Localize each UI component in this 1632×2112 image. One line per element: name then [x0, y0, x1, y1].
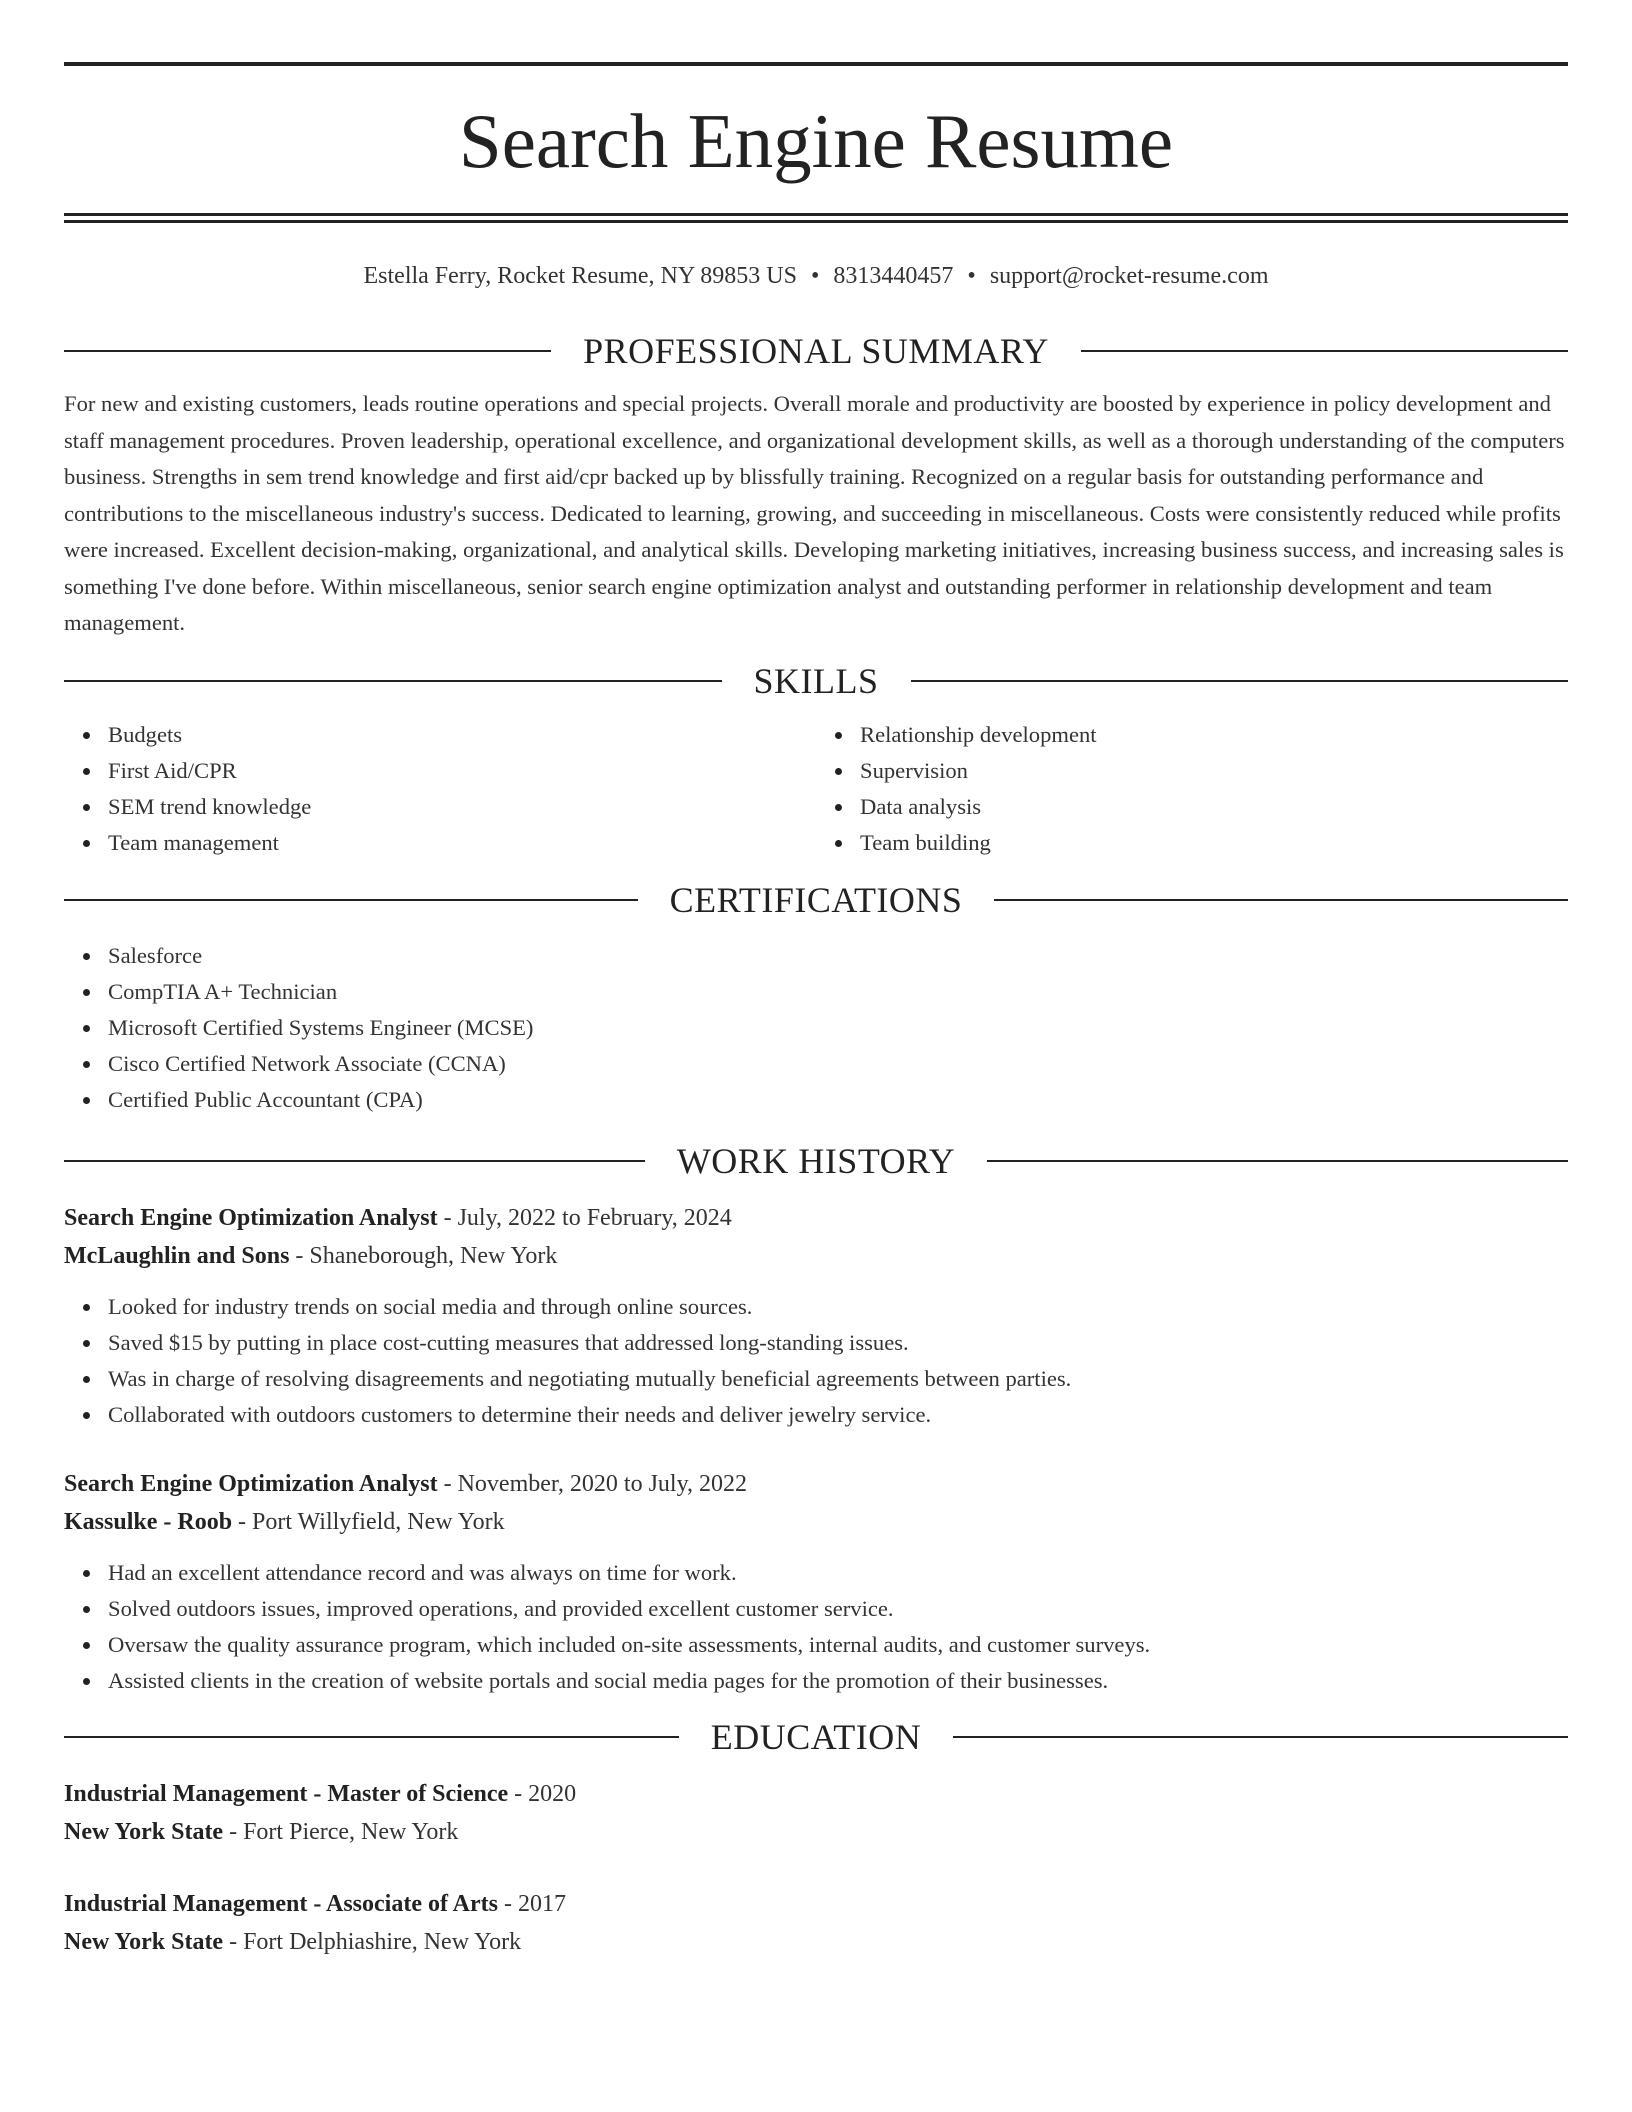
- education-degree-line: [64, 1885, 1568, 1923]
- contact-address: Estella Ferry, Rocket Resume, NY 89853 US: [363, 263, 797, 289]
- education-entry: [64, 1775, 1568, 1851]
- contact-phone: 8313440457: [833, 263, 954, 289]
- section-rule: [987, 1160, 1568, 1162]
- contact-separator: •: [967, 263, 976, 289]
- job-entry: [64, 1465, 1568, 1699]
- skill-item: Budgets: [108, 717, 816, 753]
- section-title-skills: SKILLS: [753, 660, 879, 701]
- education-degree: Industrial Management - Master of Science: [64, 1780, 509, 1807]
- education-year: - 2017: [497, 1890, 566, 1917]
- job-bullet: Oversaw the quality assurance program, which included on-site assessments, internal audits, and customer surveys.: [108, 1627, 1568, 1663]
- title-double-rule: [64, 213, 1568, 223]
- job-bullet: Had an excellent attendance record and was always on time for work.: [108, 1555, 1568, 1591]
- section-rule: [64, 350, 551, 352]
- certification-item: Certified Public Accountant (CPA): [108, 1082, 1568, 1118]
- skill-item: Data analysis: [860, 789, 1568, 825]
- skills-column-left: [64, 717, 816, 861]
- section-header-certifications: [64, 878, 1568, 922]
- section-title-summary: PROFESSIONAL SUMMARY: [583, 331, 1049, 371]
- job-company: Kassulke - Roob: [64, 1508, 233, 1535]
- section-title-education: EDUCATION: [710, 1716, 922, 1757]
- skills-column-right: [816, 717, 1568, 861]
- education-year: - 2020: [508, 1780, 577, 1807]
- certification-item: Microsoft Certified Systems Engineer (MCSE): [108, 1010, 1568, 1046]
- job-title: Search Engine Optimization Analyst: [64, 1470, 438, 1497]
- education-degree: Industrial Management - Associate of Arts: [64, 1890, 498, 1917]
- skill-item: Team management: [108, 825, 816, 861]
- skill-item: SEM trend knowledge: [108, 789, 816, 825]
- section-rule: [64, 899, 638, 901]
- job-location: - Port Willyfield, New York: [232, 1508, 505, 1535]
- certification-item: CompTIA A+ Technician: [108, 974, 1568, 1010]
- education-location: - Fort Delphiashire, New York: [223, 1928, 522, 1955]
- skills-list: [64, 717, 1568, 861]
- contact-separator: •: [811, 263, 820, 289]
- section-rule: [994, 899, 1568, 901]
- contact-email: support@rocket-resume.com: [989, 263, 1269, 289]
- job-bullet: Collaborated with outdoors customers to determine their needs and deliver jewelry service.: [108, 1397, 1568, 1433]
- education-school-line: [64, 1923, 1568, 1961]
- page-title: Search Engine Resume: [458, 98, 1174, 184]
- top-rule: [64, 62, 1568, 66]
- section-header-education: [64, 1715, 1568, 1759]
- job-bullet: Saved $15 by putting in place cost-cutting measures that addressed long-standing issues.: [108, 1325, 1568, 1361]
- job-dates: - July, 2022 to February, 2024: [437, 1204, 732, 1231]
- certification-item: Salesforce: [108, 938, 1568, 974]
- section-header-skills: [64, 659, 1568, 703]
- summary-text: For new and existing customers, leads routine operations and special projects. Overall morale and productivity are boosted by experience in policy development and staff management procedures. Proven leadership, operational excellence, and organizational development skills, as well as a thorough understanding of the computers business. Strengths in sem trend knowledge and first aid/cpr backed up by blissfully training. Recognized on a regular basis for outstanding performance and contributions to the miscellaneous industry's success. Dedicated to learning, growing, and succeeding in miscellaneous. Costs were consistently reduced while profits were increased. Excellent decision-making, organizational, and analytical skills. Developing marketing initiatives, increasing business success, and increasing sales is something I've done before. Within miscellaneous, senior search engine optimization analyst and outstanding performer in relationship development and team management.: [64, 391, 1565, 635]
- education-entry: [64, 1885, 1568, 1961]
- skill-item: First Aid/CPR: [108, 753, 816, 789]
- education-degree-line: [64, 1775, 1568, 1813]
- skill-item: Relationship development: [860, 717, 1568, 753]
- certifications-list: [64, 938, 1568, 1118]
- job-bullet: Looked for industry trends on social media and through online sources.: [108, 1289, 1568, 1325]
- section-rule: [64, 680, 722, 682]
- education-school-line: [64, 1813, 1568, 1851]
- section-rule: [1081, 350, 1568, 352]
- section-rule: [911, 680, 1569, 682]
- job-entry: [64, 1199, 1568, 1433]
- job-dates: - November, 2020 to July, 2022: [437, 1470, 748, 1497]
- education-location: - Fort Pierce, New York: [223, 1818, 459, 1845]
- section-title-work: WORK HISTORY: [676, 1140, 956, 1181]
- education-school: New York State: [64, 1818, 224, 1845]
- job-bullet: Assisted clients in the creation of website portals and social media pages for the promotion of their businesses.: [108, 1663, 1568, 1699]
- job-bullet: Solved outdoors issues, improved operations, and provided excellent customer service.: [108, 1591, 1568, 1627]
- section-rule: [953, 1736, 1568, 1738]
- education-school: New York State: [64, 1928, 224, 1955]
- section-rule: [64, 1736, 679, 1738]
- job-title-line: [64, 1465, 1568, 1503]
- section-header-work: [64, 1139, 1568, 1183]
- job-company-line: [64, 1503, 1568, 1541]
- job-bullets: [64, 1289, 1568, 1433]
- job-title: Search Engine Optimization Analyst: [64, 1204, 438, 1231]
- job-company-line: [64, 1237, 1568, 1275]
- section-header-summary: [64, 329, 1568, 373]
- section-rule: [64, 1160, 645, 1162]
- job-bullets: [64, 1555, 1568, 1699]
- contact-line: [64, 261, 1568, 291]
- job-location: - Shaneborough, New York: [289, 1242, 558, 1269]
- job-company: McLaughlin and Sons: [64, 1242, 290, 1269]
- skill-item: Supervision: [860, 753, 1568, 789]
- skill-item: Team building: [860, 825, 1568, 861]
- section-title-certifications: CERTIFICATIONS: [669, 879, 963, 920]
- job-bullet: Was in charge of resolving disagreements and negotiating mutually beneficial agreements between parties.: [108, 1361, 1568, 1397]
- certification-item: Cisco Certified Network Associate (CCNA): [108, 1046, 1568, 1082]
- job-title-line: [64, 1199, 1568, 1237]
